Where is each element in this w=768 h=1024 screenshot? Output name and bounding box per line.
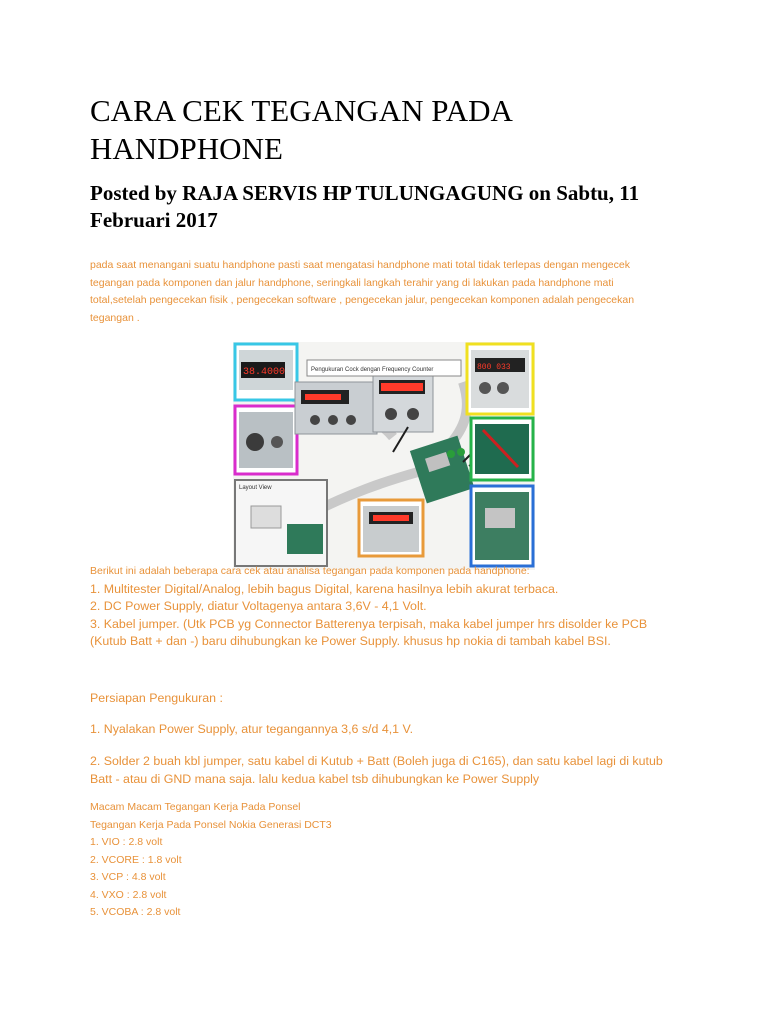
intro-line: tegangan pada komponen dan jalur handphone, seringkali langkah terahir yang di lakukan pada handphone mati (90, 276, 614, 289)
list-item: 2. VCORE : 1.8 volt (90, 853, 182, 866)
list-item: 4. VXO : 2.8 volt (90, 888, 167, 901)
intro-line: total,setelah pengecekan fisik , pengecekan software , pengecekan jalur, pengecekan komponen adalah pengecekan (90, 294, 635, 306)
list-item: 3. Kabel jumper. (Utk PCB yg Connector Batterenya terpisah, maka kabel jumper hrs disolder ke PCB (90, 616, 648, 631)
tools-list (90, 563, 690, 651)
list-item: 3. VCP : 4.8 volt (90, 871, 166, 883)
measurement-collage-image (233, 342, 535, 570)
voltages-list (90, 799, 332, 922)
intro-line: tegangan . (90, 311, 140, 324)
tools-intro: Berikut ini adalah beberapa cara cek atau analisa tegangan pada komponen pada handphone: (90, 565, 530, 577)
list-item: 5. VCOBA : 2.8 volt (90, 906, 181, 918)
step-2 (90, 753, 690, 788)
voltages-subheading: Tegangan Kerja Pada Ponsel Nokia Generasi DCT3 (90, 818, 332, 831)
figure-caption: Layout View (239, 485, 272, 491)
list-item: 1. VIO : 2.8 volt (90, 836, 163, 848)
list-item: 1. Multitester Digital/Analog, lebih bagus Digital, karena hasilnya lebih akurat terbaca. (90, 581, 559, 596)
display-readout: 800 033 (477, 363, 511, 372)
list-item: 2. DC Power Supply, diatur Voltagenya antara 3,6V - 4,1 Volt. (90, 599, 427, 613)
step-2-line: Batt - atau di GND mana saja. lalu kedua kabel tsb dihubungkan ke Power Supply (90, 771, 540, 786)
step-2-line: 2. Solder 2 buah kbl jumper, satu kabel di Kutub + Batt (Boleh juga di C165), dan satu kabel lagi di kutub (90, 754, 663, 768)
article-title: CARA CEK TEGANGAN PADA HANDPHONE (90, 93, 512, 166)
intro-line: pada saat menangani suatu handphone pasti saat mengatasi handphone mati total tidak terlepas dengan mengecek (90, 259, 630, 271)
display-readout: 38.4000 (243, 367, 286, 378)
step-1: 1. Nyalakan Power Supply, atur tegangannya 3,6 s/d 4,1 V. (90, 722, 414, 736)
intro-paragraph (90, 257, 670, 327)
post-byline: Posted by RAJA SERVIS HP TULUNGAGUNG on Sabtu, 11 Februari 2017 (90, 181, 640, 232)
figure-caption: Pengukuran Cock dengan Frequency Counter (311, 367, 434, 373)
prep-heading: Persiapan Pengukuran : (90, 691, 223, 705)
voltages-heading: Macam Macam Tegangan Kerja Pada Ponsel (90, 801, 301, 813)
list-item: (Kutub Batt + dan -) baru dihubungkan ke Power Supply. khusus hp nokia di tambah kabel BSI. (90, 634, 611, 648)
